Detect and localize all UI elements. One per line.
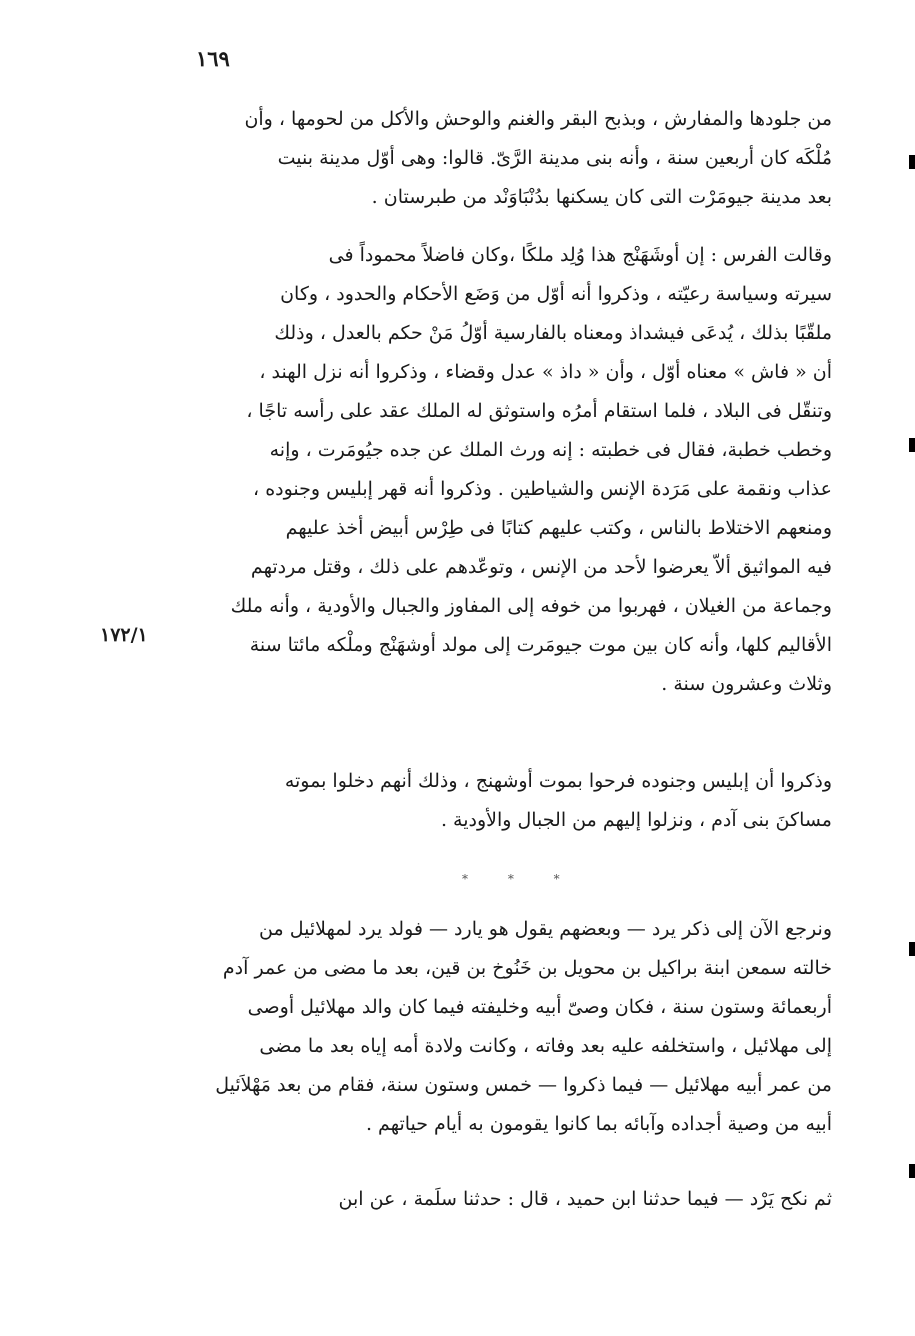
text-line: إلى مهلائيل ، واستخلفه عليه بعد وفاته ، وكانت ولادة أمه إياه بعد ما مضى: [259, 1035, 832, 1057]
scan-edge-mark: [909, 438, 915, 452]
section-divider: * * *: [462, 872, 578, 886]
text-line: وثلاث وعشرون سنة .: [661, 673, 832, 695]
text-line: الأقاليم كلها، وأنه كان بين موت جيومَرت إلى مولد أوشهَنْج وملْكه مائتا سنة: [249, 634, 832, 656]
paragraph-1: [182, 100, 832, 217]
text-line: ثم نكح يَرْد — فيما حدثنا ابن حميد ، قال : حدثنا سلَمة ، عن ابن: [338, 1188, 832, 1210]
text-line: ونرجع الآن إلى ذكر يرد — وبعضهم يقول هو يارد — فولد يرد لمهلائيل من: [259, 918, 832, 940]
scan-edge-mark: [909, 155, 915, 169]
text-line: أن « فاش » معناه أوّل ، وأن « داذ » عدل وقضاء ، وذكروا أنه نزل الهند ،: [259, 361, 832, 383]
text-line: ملقّبًا بذلك ، يُدعَى فيشداذ ومعناه بالفارسية أوّلُ مَنْ حكم بالعدل ، وذلك: [274, 322, 832, 344]
text-line: وذكروا أن إبليس وجنوده فرحوا بموت أوشهنج ، وذلك أنهم دخلوا بموته: [284, 770, 832, 792]
margin-reference: ١٧٢/١: [100, 624, 148, 646]
text-line: عذاب ونقمة على مَرَدة الإنس والشياطين . وذكروا أنه قهر إبليس وجنوده ،: [253, 478, 832, 500]
paragraph-5: [182, 1180, 832, 1219]
text-line: خالته سمعن ابنة براكيل بن محويل بن خَنُوخ بن قين، بعد ما مضى من عمر آدم: [222, 957, 832, 979]
text-line: وقالت الفرس : إن أوشَهَنْج هذا وُلِد ملكًا ،وكان فاضلاً محموداً فى: [328, 244, 832, 266]
text-line: بعد مدينة جيومَرْت التى كان يسكنها بدُنْبَاوَنْد من طبرستان .: [371, 186, 832, 208]
text-line: أربعمائة وستون سنة ، فكان وصىّ أبيه وخليفته فيما كان والد مهلائيل أوصى: [247, 996, 832, 1018]
text-line: مُلْكَه كان أربعين سنة ، وأنه بنى مدينة الرَّىّ. قالوا: وهى أوّل مدينة بنيت: [277, 147, 832, 169]
text-line: مساكنَ بنى آدم ، ونزلوا إليهم من الجبال والأودية .: [440, 809, 832, 831]
scan-edge-mark: [909, 1164, 915, 1178]
text-line: فيه المواثيق ألاّ يعرضوا لأحد من الإنس ، وتوعّدهم على ذلك ، وقتل مردتهم: [250, 556, 832, 578]
text-line: أبيه من وصية أجداده وآبائه بما كانوا يقومون به أيام حياتهم .: [365, 1113, 832, 1135]
page-number: ١٦٩: [196, 46, 230, 71]
text-line: سيرته وسياسة رعيّته ، وذكروا أنه أوّل من وَضَع الأحكام والحدود ، وكان: [280, 283, 832, 305]
text-line: من عمر أبيه مهلائيل — فيما ذكروا — خمس وستون سنة، فقام من بعد مَهْلاَئيل: [215, 1074, 832, 1096]
text-line: وجماعة من الغيلان ، فهربوا من خوفه إلى المفاوز والجبال والأودية ، وأنه ملك: [230, 595, 832, 617]
paragraph-2: [182, 236, 832, 704]
paragraph-3: [182, 762, 832, 840]
text-line: من جلودها والمفارش ، وبذبح البقر والغنم والوحش والأكل من لحومها ، وأن: [244, 108, 832, 130]
text-line: وتنقّل فى البلاد ، فلما استقام أمرُه واستوثق له الملك عقد على رأسه تاجًا ،: [246, 400, 832, 422]
scan-edge-mark: [909, 942, 915, 956]
text-line: وخطب خطبة، فقال فى خطبته : إنه ورث الملك عن جده جيُومَرت ، وإنه: [269, 439, 832, 461]
text-line: ومنعهم الاختلاط بالناس ، وكتب عليهم كتابًا فى طِرْس أبيض أخذ عليهم: [285, 517, 832, 539]
paragraph-4: [182, 910, 832, 1144]
